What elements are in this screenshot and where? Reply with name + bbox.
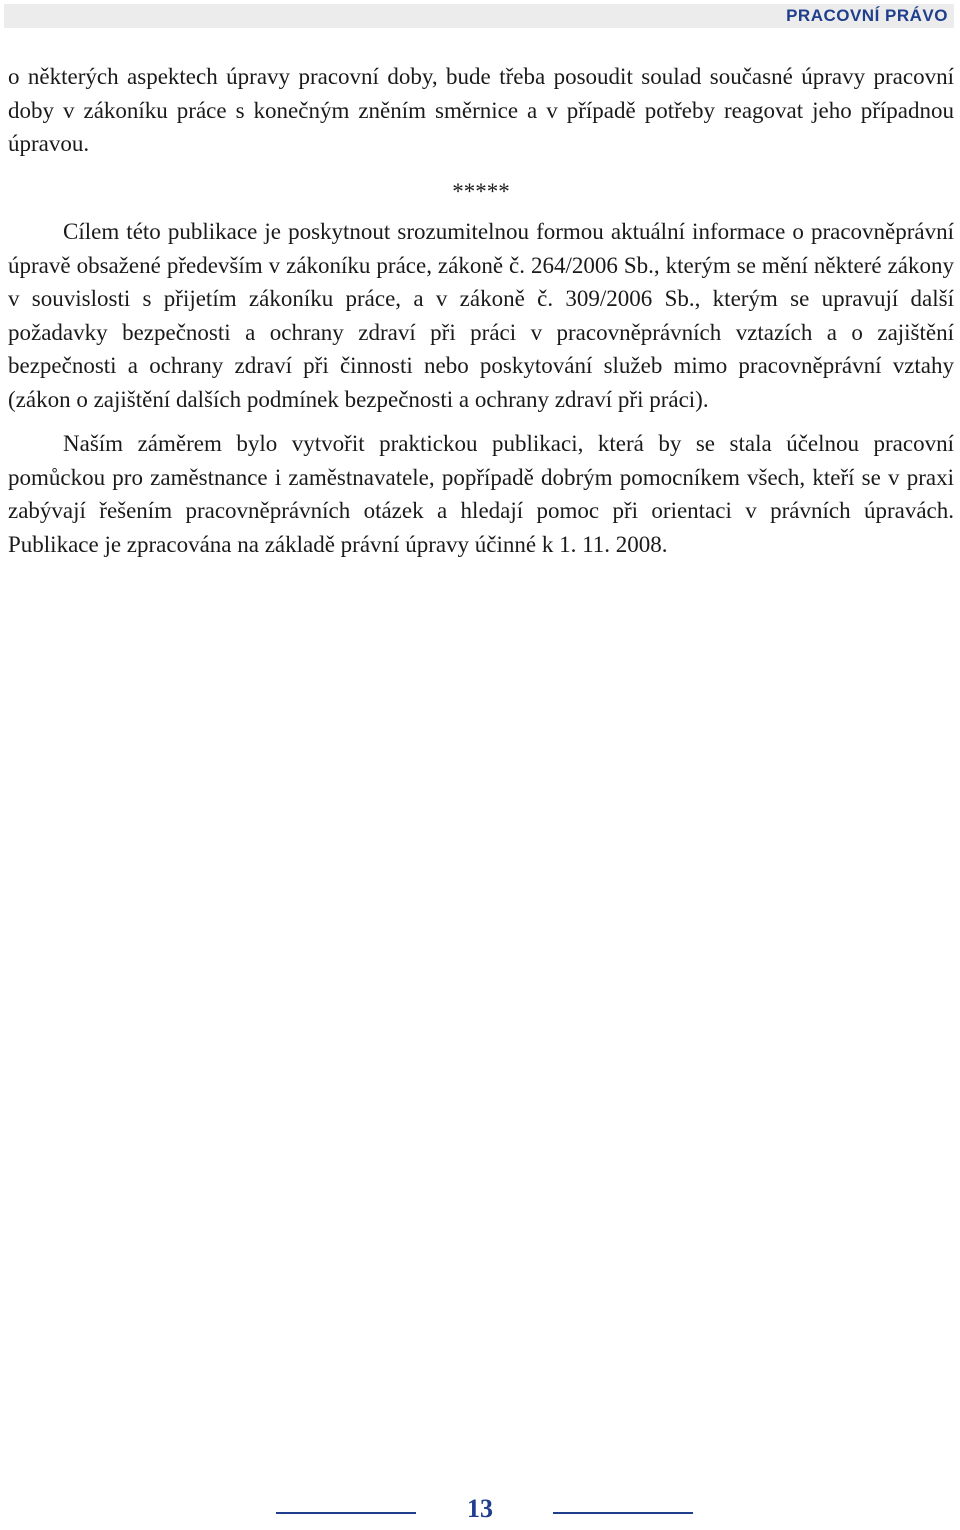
page-number: 13 xyxy=(467,1494,493,1523)
section-separator: ***** xyxy=(452,178,510,204)
running-header xyxy=(4,4,954,28)
paragraph-publication-intent: Naším záměrem bylo vytvořit praktickou publikaci, která by se stala účelnou pracovní pomůckou pro zaměstnance i zaměstnavatele, popřípadě dobrým pomocníkem všech, kteří se v praxi zabývají řešením pracovněprávních otázek a hledají pomoc při orientaci v právních úpravách. Publikace je zpracována na základě právní úpravy účinné k 1. 11. 2008. xyxy=(8,431,954,557)
page-body xyxy=(8,60,954,561)
paragraph-continuation: o některých aspektech úpravy pracovní doby, bude třeba posoudit soulad současné úpravy pracovní doby v zákoníku práce s konečným zněním směrnice a v případě potřeby reagovat jeho případnou úpravou. xyxy=(8,64,954,156)
page-footer xyxy=(0,1494,960,1530)
footer-rule-left xyxy=(276,1512,416,1514)
section-title: PRACOVNÍ PRÁVO xyxy=(786,6,948,25)
paragraph-publication-aim: Cílem této publikace je poskytnout srozumitelnou formou aktuální informace o pracovněprávní úpravě obsažené především v zákoníku práce, zákoně č. 264/2006 Sb., kterým se mění některé zákony v souvislosti s přijetím zákoníku práce, a v zákoně č. 309/2006 Sb., kterým se upravují další požadavky bezpečnosti a ochrany zdraví při práci v pracovněprávních vztazích a o zajištění bezpečnosti a ochrany zdraví při činnosti nebo poskytování služeb mimo pracovněprávní vztahy (zákon o zajištění dalších podmínek bezpečnosti a ochrany zdraví při práci). xyxy=(8,219,954,412)
footer-rule-right xyxy=(553,1512,693,1514)
